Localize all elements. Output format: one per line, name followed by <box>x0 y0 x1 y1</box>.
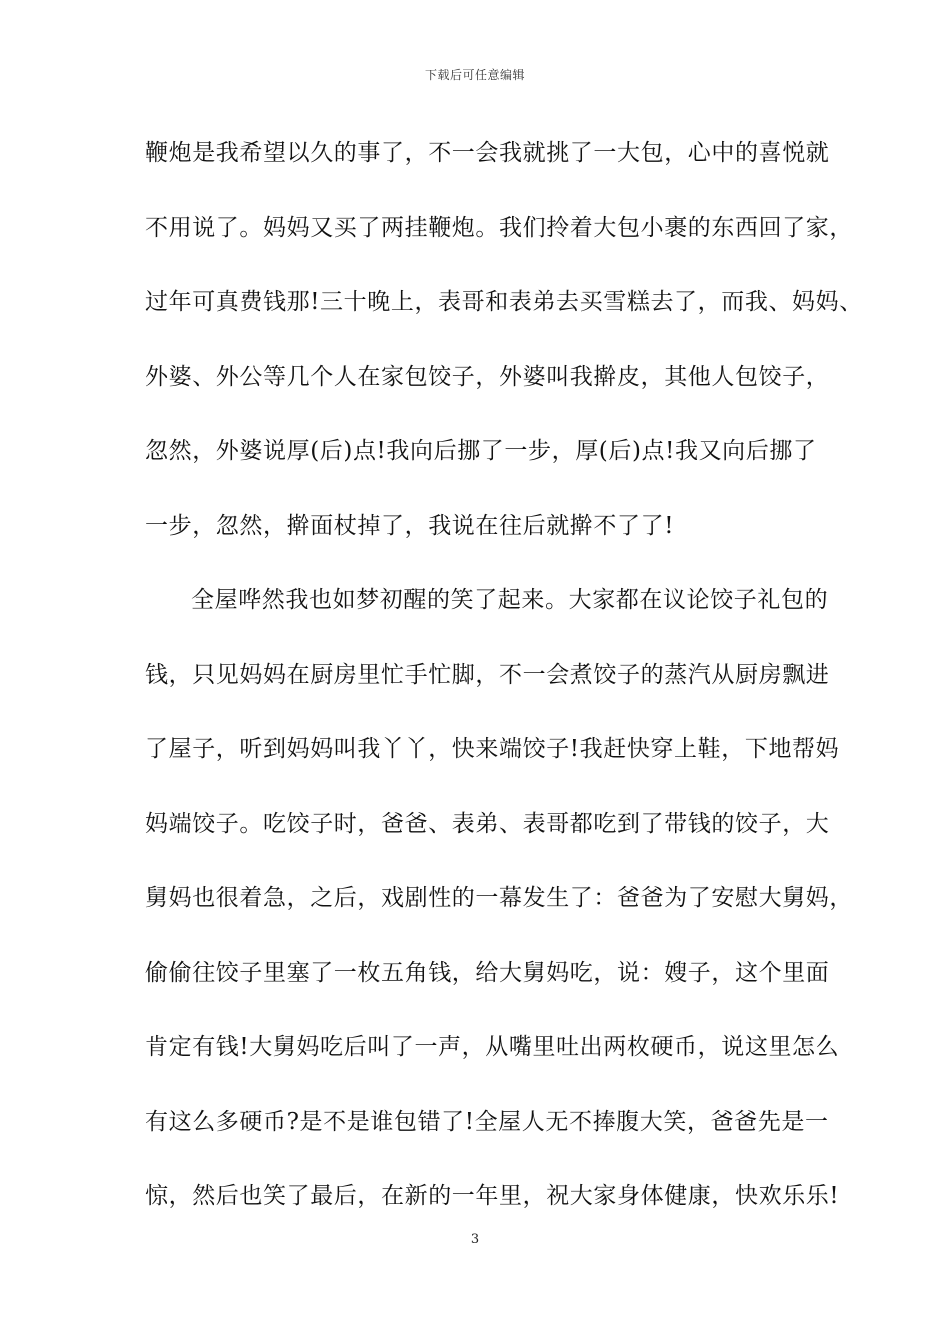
page-header: 下载后可任意编辑 <box>424 68 525 82</box>
text-line: 一步，忽然，擀面杖掉了，我说在往后就擀不了了! <box>145 512 675 539</box>
text-line: 有这么多硬币?是不是谁包错了!全屋人无不捧腹大笑，爸爸先是一 <box>145 1108 829 1135</box>
document-body <box>145 134 863 1252</box>
text-line: 肯定有钱!大舅妈吃后叫了一声，从嘴里吐出两枚硬币，说这里怎么 <box>145 1034 840 1060</box>
text-line: 外婆、外公等几个人在家包饺子，外婆叫我擀皮，其他人包饺子， <box>145 363 830 390</box>
text-line: 忽然，外婆说厚(后)点!我向后挪了一步，厚(后)点!我又向后挪了 <box>145 438 817 464</box>
text-line: 妈端饺子。吃饺子时，爸爸、表弟、表哥都吃到了带钱的饺子，大 <box>145 810 830 837</box>
page-number: 3 <box>470 1232 480 1247</box>
text-line: 偷偷往饺子里塞了一枚五角钱，给大舅妈吃，说：嫂子，这个里面 <box>145 959 830 986</box>
text-line: 过年可真费钱那!三十晚上，表哥和表弟去买雪糕去了，而我、妈妈、 <box>145 289 863 315</box>
text-line: 舅妈也很着急，之后，戏剧性的一幕发生了：爸爸为了安慰大舅妈， <box>145 885 853 911</box>
text-line: 钱，只见妈妈在厨房里忙手忙脚，不一会煮饺子的蒸汽从厨房飘进 <box>145 661 830 688</box>
text-line: 不用说了。妈妈又买了两挂鞭炮。我们拎着大包小裹的东西回了家， <box>145 214 853 241</box>
paragraph-start-line: 全屋哗然我也如梦初醒的笑了起来。大家都在议论饺子礼包的 <box>191 587 829 613</box>
text-line: 惊，然后也笑了最后，在新的一年里，祝大家身体健康，快欢乐乐! <box>145 1183 840 1209</box>
text-line: 鞭炮是我希望以久的事了，不一会我就挑了一大包，心中的喜悦就 <box>145 140 830 166</box>
text-line: 了屋子，听到妈妈叫我丫丫，快来端饺子!我赶快穿上鞋，下地帮妈 <box>145 736 840 762</box>
